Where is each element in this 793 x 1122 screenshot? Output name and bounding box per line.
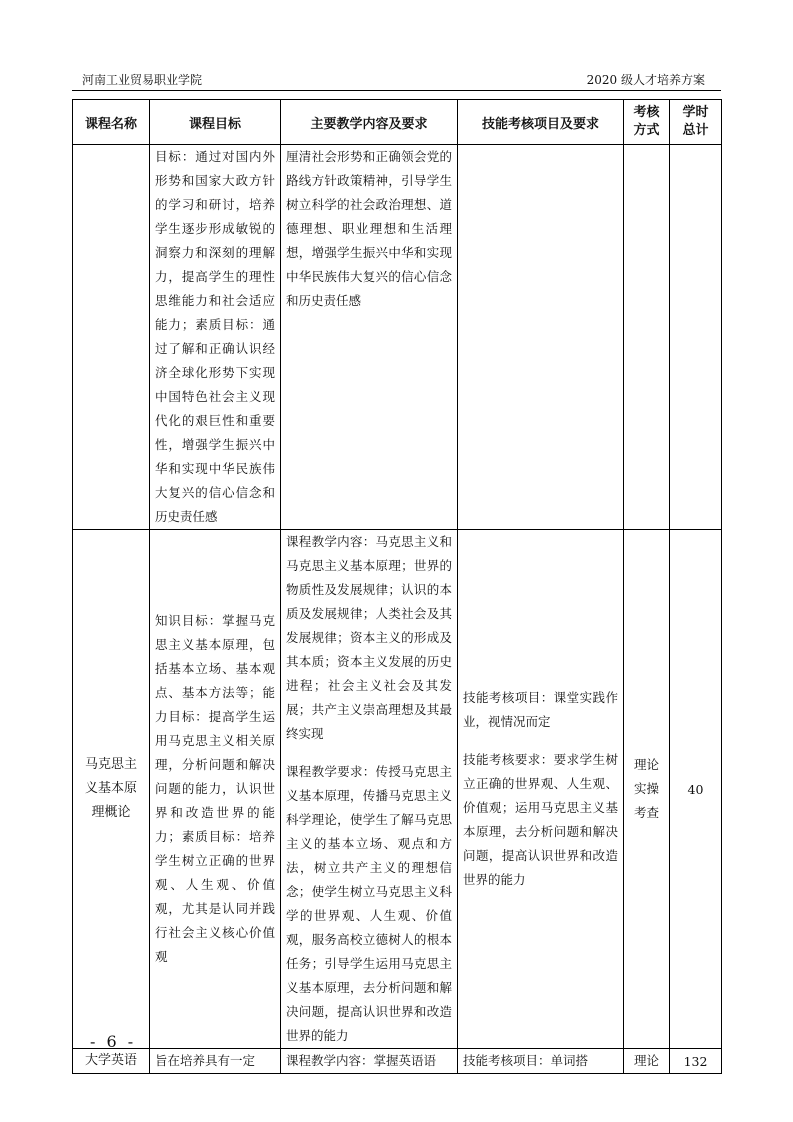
course-name-cell: 大学英语 (73, 1049, 150, 1074)
col-header-method: 考核 方式 (624, 100, 670, 145)
curriculum-table (72, 99, 722, 1074)
skill-part-1: 技能考核项目：课堂实践作业，视情况而定 (463, 690, 618, 729)
course-goal-cell: 旨在培养具有一定 (150, 1049, 281, 1074)
header-rule (72, 90, 721, 91)
course-goal-cell: 知识目标：掌握马克思主义基本原理，包括基本立场、基本观点、基本方法等；能力目标：提高学生运用马克思主义相关原理，分析问题和解决问题的能力，认识世界和改造世界的能力；素质目标：培养学生树立正确的世界观、人生观、价值观，尤其是认同并践行社会主义核心价值观 (150, 530, 281, 1049)
table-header-row (73, 100, 722, 145)
content-part-1: 课程教学内容：马克思主义和马克思主义基本原理；世界的物质性及发展规律；认识的本质及发展规律；人类社会及其发展规律；资本主义的形成及其本质；资本主义发展的历史进程；社会主义社会及其发展；共产主义崇高理想及其最终实现 (286, 534, 452, 741)
header-document-title: 2020 级人才培养方案 (586, 73, 705, 87)
hours-cell (670, 145, 722, 530)
content-cell (281, 530, 458, 1049)
table-row (73, 1049, 722, 1074)
col-header-content: 主要教学内容及要求 (281, 100, 458, 145)
method-cell: 理论 (624, 1049, 670, 1074)
col-header-hours: 学时 总计 (670, 100, 722, 145)
hours-cell: 132 (670, 1049, 722, 1074)
content-cell: 厘清社会形势和正确领会党的路线方针政策精神，引导学生树立科学的社会政治理想、道德理想、职业理想和生活理想，增强学生振兴中华和实现中华民族伟大复兴的信心信念和历史责任感 (281, 145, 458, 530)
table-row (73, 530, 722, 1049)
skill-cell (458, 145, 624, 530)
skill-cell (458, 530, 624, 1049)
col-header-skill: 技能考核项目及要求 (458, 100, 624, 145)
header-institution: 河南工业贸易职业学院 (82, 73, 203, 87)
course-name-cell (73, 145, 150, 530)
skill-part-2: 技能考核要求：要求学生树立正确的世界观、人生观、价值观；运用马克思主义基本原理，去分析问题和解决问题，提高认识世界和改造世界的能力 (463, 752, 618, 887)
table-row (73, 145, 722, 530)
skill-cell: 技能考核项目：单词搭 (458, 1049, 624, 1074)
content-cell: 课程教学内容：掌握英语语 (281, 1049, 458, 1074)
course-goal-cell: 目标：通过对国内外形势和国家大政方针的学习和研讨，培养学生逐步形成敏锐的洞察力和深刻的理解力，提高学生的理性思维能力和社会适应能力；素质目标：通过了解和正确认识经济全球化形势下实现中国特色社会主义现代化的艰巨性和重要性，增强学生振兴中华和实现中华民族伟大复兴的信心信念和历史责任感 (150, 145, 281, 530)
page-number: - 6 - (90, 1032, 137, 1051)
method-cell (624, 145, 670, 530)
course-name-cell: 马克思主义基本原理概论 (73, 530, 150, 1049)
col-header-course-name: 课程名称 (73, 100, 150, 145)
content-part-2: 课程教学要求：传授马克思主义基本原理，传播马克思主义科学理论，使学生了解马克思主义的基本立场、观点和方法，树立共产主义的理想信念；使学生树立马克思主义科学的世界观、人生观、价值观，服务高校立德树人的根本任务；引导学生运用马克思主义基本原理，去分析问题和解决问题，提高认识世界和改造世界的能力 (286, 764, 452, 1043)
hours-cell: 40 (670, 530, 722, 1049)
col-header-course-goal: 课程目标 (150, 100, 281, 145)
method-cell: 理论 实操 考查 (624, 530, 670, 1049)
